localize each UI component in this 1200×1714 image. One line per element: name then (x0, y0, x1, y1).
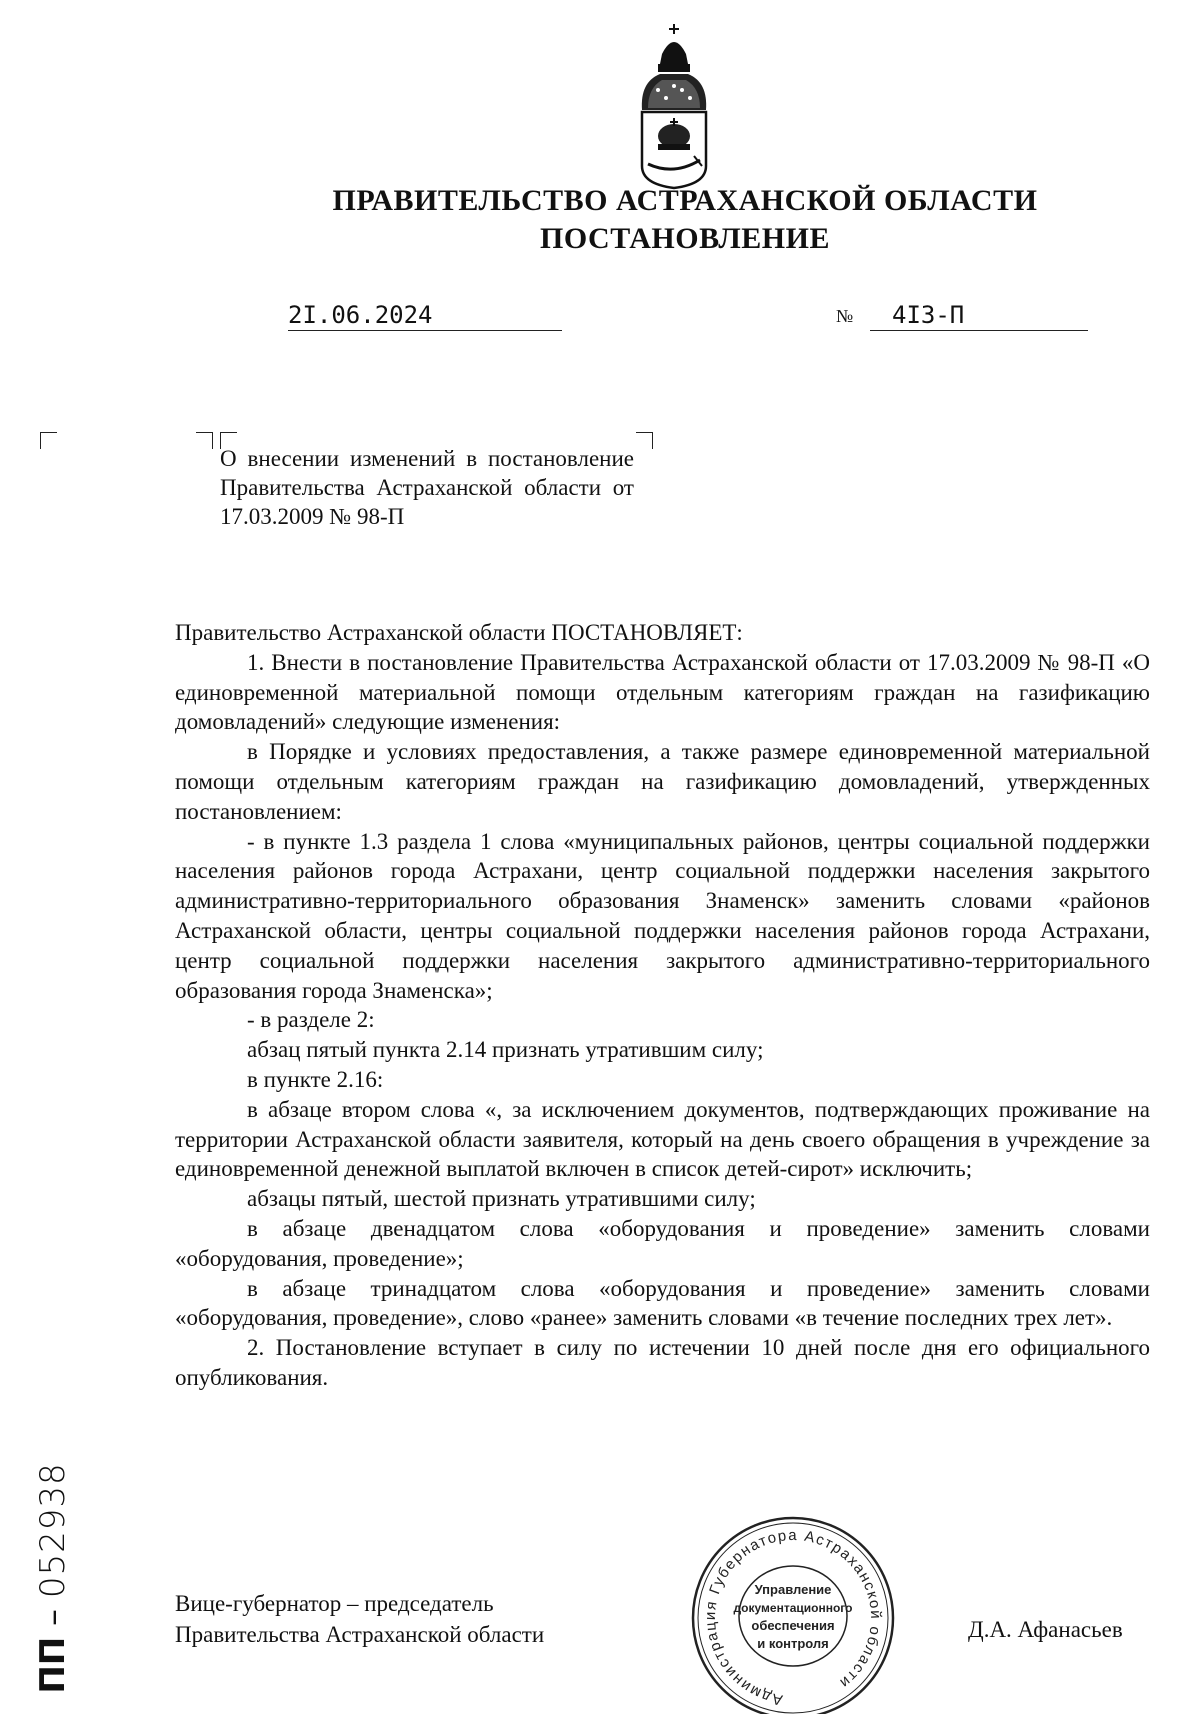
signatory-position (175, 1588, 544, 1650)
body-paragraph: 2. Постановление вступает в силу по истечении 10 дней после дня его официального опубликования. (175, 1335, 1150, 1390)
body-paragraph: в абзаце двенадцатом слова «оборудования и проведение» заменить словами «оборудования, проведение»; (175, 1215, 1150, 1271)
side-serial-number: ПП – 052938 (33, 1462, 73, 1694)
document-date: 2I.06.2024 (288, 300, 562, 331)
body-paragraph: в абзаце тринадцатом слова «оборудования и проведение» заменить словами «оборудования, проведение», слово «ранее» заменить словами «в течение последних трех лет». (175, 1275, 1150, 1331)
seal-center-text: документационного (733, 1601, 853, 1615)
body-paragraph: - в разделе 2: (247, 1007, 375, 1033)
body-paragraph: - в пункте 1.3 раздела 1 слова «муниципальных районов, центры социальной поддержки населения районов города Астрахани, центр социальной поддержки населения закрытого административно-территориального образования Знаменск» заменить словами «районов Астраханской области, центры социальной поддержки населения районов города Астрахани, центр социальной поддержки населения закрытого административно-территориального образования города Знаменска»; (175, 828, 1150, 1003)
body-paragraph: в Порядке и условиях предоставления, а также размере единовременной материальной помощи отдельным категориям граждан на газификацию домовладений, утвержденных постановлением: (175, 739, 1150, 824)
document-header (240, 182, 1130, 258)
signatory-name: Д.А. Афанасьев (968, 1617, 1123, 1642)
coat-of-arms-icon (636, 24, 712, 190)
seal-ring-text: Администрация Губернатора Астраханской области (701, 1526, 885, 1709)
corner-mark (636, 432, 653, 449)
seal-center-text: обеспечения (751, 1618, 835, 1633)
position-line: Правительства Астраханской области (175, 1622, 545, 1647)
body-paragraph: в абзаце втором слова «, за исключением документов, подтверждающих проживание на территории Астраханской области заявителя, который на день своего обращения в учреждение за единовременной денежной выплатой включен в список детей-сирот» исключить; (175, 1096, 1150, 1182)
body-paragraph: Правительство Астраханской области ПОСТАНОВЛЯЕТ: (175, 620, 743, 645)
body-paragraph: 1. Внести в постановление Правительства Астраханской области от 17.03.2009 № 98-П «О единовременной материальной помощи отдельным категориям граждан на газификацию домовладений» следующие изменения: (175, 649, 1150, 735)
document-number: 4I3-П (892, 301, 965, 329)
body-paragraph: абзацы пятый, шестой признать утратившими силу; (247, 1186, 756, 1212)
government-name: ПРАВИТЕЛЬСТВО АСТРАХАНСКОЙ ОБЛАСТИ (332, 184, 1038, 217)
official-seal (680, 1512, 906, 1714)
position-line: Вице-губернатор – председатель (175, 1591, 494, 1616)
body-paragraph: в пункте 2.16: (247, 1066, 384, 1092)
seal-center-text: и контроля (757, 1636, 829, 1651)
serial-prefix: ПП (33, 1636, 73, 1694)
serial-code: 052938 (33, 1462, 73, 1599)
number-sign: № (836, 306, 854, 326)
seal-center-text: Управление (754, 1582, 832, 1597)
document-type: ПОСТАНОВЛЕНИЕ (540, 222, 830, 255)
document-body (175, 618, 1150, 1393)
document-number-field (870, 300, 1088, 331)
document-subject: О внесении изменений в постановление Правительства Астраханской области от 17.03.2009 № 98-П (220, 446, 634, 529)
body-paragraph: абзац пятый пункта 2.14 признать утратившим силу; (247, 1037, 764, 1063)
corner-mark (196, 432, 213, 449)
corner-mark (40, 432, 57, 449)
